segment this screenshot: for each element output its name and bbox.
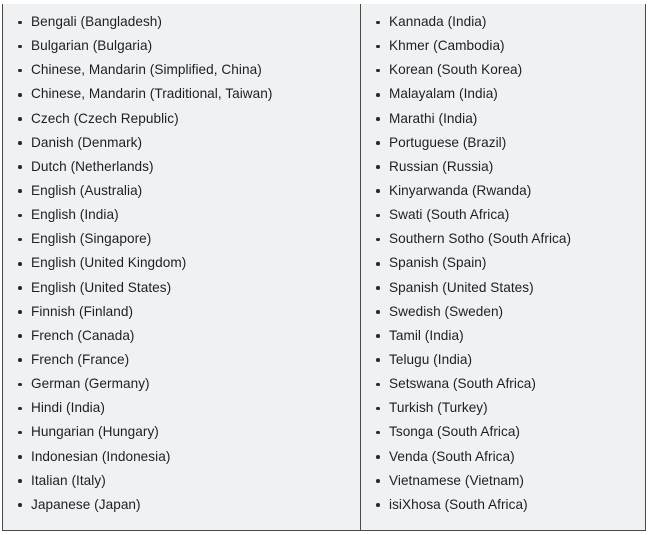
bullet-icon (18, 310, 22, 314)
language-label: Malayalam (India) (389, 86, 498, 102)
bullet-icon (376, 189, 380, 193)
language-label: Indonesian (Indonesia) (31, 448, 171, 464)
bullet-icon (18, 431, 22, 435)
language-item (361, 107, 645, 131)
bullet-icon (18, 117, 22, 121)
bullet-icon (18, 334, 22, 338)
language-label: Chinese, Mandarin (Simplified, China) (31, 62, 262, 78)
language-item (361, 469, 645, 493)
language-label: Russian (Russia) (389, 158, 494, 174)
language-item (361, 131, 645, 155)
language-label: Hindi (India) (31, 400, 105, 416)
language-label: Kinyarwanda (Rwanda) (389, 182, 532, 198)
language-label: Turkish (Turkey) (389, 400, 488, 416)
bullet-icon (376, 21, 380, 25)
language-item (361, 155, 645, 179)
bullet-icon (376, 141, 380, 145)
language-label: Venda (South Africa) (389, 448, 515, 464)
language-label: Telugu (India) (389, 351, 473, 367)
bullet-icon (376, 334, 380, 338)
language-item (3, 420, 360, 444)
language-label: Czech (Czech Republic) (31, 110, 179, 126)
language-table (2, 4, 646, 531)
bullet-icon (18, 407, 22, 411)
language-label: English (India) (31, 207, 119, 223)
language-item (3, 227, 360, 251)
language-label: Vietnamese (Vietnam) (389, 472, 524, 488)
language-item (361, 396, 645, 420)
bullet-icon (18, 479, 22, 483)
language-label: Kannada (India) (389, 14, 487, 29)
bullet-icon (18, 383, 22, 387)
language-item (3, 251, 360, 275)
language-label: English (Australia) (31, 182, 143, 198)
language-item (3, 58, 360, 82)
bullet-icon (376, 383, 380, 387)
language-item (3, 107, 360, 131)
language-item (361, 372, 645, 396)
bullet-icon (18, 69, 22, 73)
language-item (3, 155, 360, 179)
language-item (361, 348, 645, 372)
language-label: French (Canada) (31, 327, 135, 343)
language-item (3, 324, 360, 348)
language-list-right (361, 10, 645, 517)
bullet-icon (18, 238, 22, 242)
language-label: isiXhosa (South Africa) (389, 496, 528, 512)
language-label: Japanese (Japan) (31, 496, 141, 512)
bullet-icon (376, 503, 380, 507)
language-label: Tsonga (South Africa) (389, 424, 521, 440)
language-item (3, 203, 360, 227)
bullet-icon (18, 189, 22, 193)
language-item (3, 348, 360, 372)
language-item (361, 445, 645, 469)
language-item (3, 396, 360, 420)
language-label: Khmer (Cambodia) (389, 38, 505, 54)
language-item (361, 324, 645, 348)
language-item (361, 251, 645, 275)
language-label: Bengali (Bangladesh) (31, 14, 162, 29)
language-item (361, 420, 645, 444)
bullet-icon (376, 93, 380, 97)
language-item (3, 493, 360, 517)
language-label: Southern Sotho (South Africa) (389, 231, 572, 247)
language-column-left (3, 4, 361, 530)
language-label: Spanish (United States) (389, 279, 534, 295)
language-item (361, 10, 645, 34)
language-item (3, 131, 360, 155)
bullet-icon (376, 455, 380, 459)
language-label: Italian (Italy) (31, 472, 106, 488)
language-label: Marathi (India) (389, 110, 478, 126)
language-label: English (Singapore) (31, 231, 152, 247)
language-label: Swedish (Sweden) (389, 303, 504, 319)
language-label: Setswana (South Africa) (389, 376, 536, 392)
bullet-icon (376, 262, 380, 266)
bullet-icon (18, 286, 22, 290)
bullet-icon (376, 165, 380, 169)
language-label: Spanish (Spain) (389, 255, 487, 271)
bullet-icon (18, 262, 22, 266)
language-label: Chinese, Mandarin (Traditional, Taiwan) (31, 86, 273, 102)
language-label: English (United States) (31, 279, 172, 295)
language-label: Finnish (Finland) (31, 303, 134, 319)
bullet-icon (18, 141, 22, 145)
bullet-icon (18, 21, 22, 25)
bullet-icon (376, 358, 380, 362)
language-item (361, 493, 645, 517)
bullet-icon (376, 479, 380, 483)
bullet-icon (18, 214, 22, 218)
language-label: Hungarian (Hungary) (31, 424, 159, 440)
language-item (361, 179, 645, 203)
language-item (3, 10, 360, 34)
language-label: Tamil (India) (389, 327, 464, 343)
language-item (361, 276, 645, 300)
language-list-left (3, 10, 360, 517)
language-item (3, 372, 360, 396)
bullet-icon (376, 69, 380, 73)
bullet-icon (18, 455, 22, 459)
language-label: Korean (South Korea) (389, 62, 523, 78)
language-label: Dutch (Netherlands) (31, 158, 154, 174)
bullet-icon (18, 165, 22, 169)
language-label: Bulgarian (Bulgaria) (31, 38, 153, 54)
language-label: Portuguese (Brazil) (389, 134, 507, 150)
language-label: Danish (Denmark) (31, 134, 143, 150)
language-label: German (Germany) (31, 376, 150, 392)
language-label: English (United Kingdom) (31, 255, 187, 271)
language-item (361, 58, 645, 82)
bullet-icon (376, 117, 380, 121)
language-column-right (361, 4, 645, 530)
bullet-icon (376, 407, 380, 411)
language-item (3, 445, 360, 469)
bullet-icon (18, 45, 22, 49)
bullet-icon (18, 503, 22, 507)
language-item (3, 276, 360, 300)
bullet-icon (18, 358, 22, 362)
language-item (361, 203, 645, 227)
language-item (3, 179, 360, 203)
bullet-icon (376, 238, 380, 242)
bullet-icon (376, 214, 380, 218)
bullet-icon (18, 93, 22, 97)
language-label: Swati (South Africa) (389, 207, 510, 223)
language-item (361, 34, 645, 58)
language-item (3, 469, 360, 493)
bullet-icon (376, 310, 380, 314)
bullet-icon (376, 286, 380, 290)
language-item (3, 300, 360, 324)
language-item (361, 300, 645, 324)
bullet-icon (376, 431, 380, 435)
language-label: French (France) (31, 351, 130, 367)
language-item (361, 82, 645, 106)
bullet-icon (376, 45, 380, 49)
language-item (3, 82, 360, 106)
language-item (3, 34, 360, 58)
language-item (361, 227, 645, 251)
